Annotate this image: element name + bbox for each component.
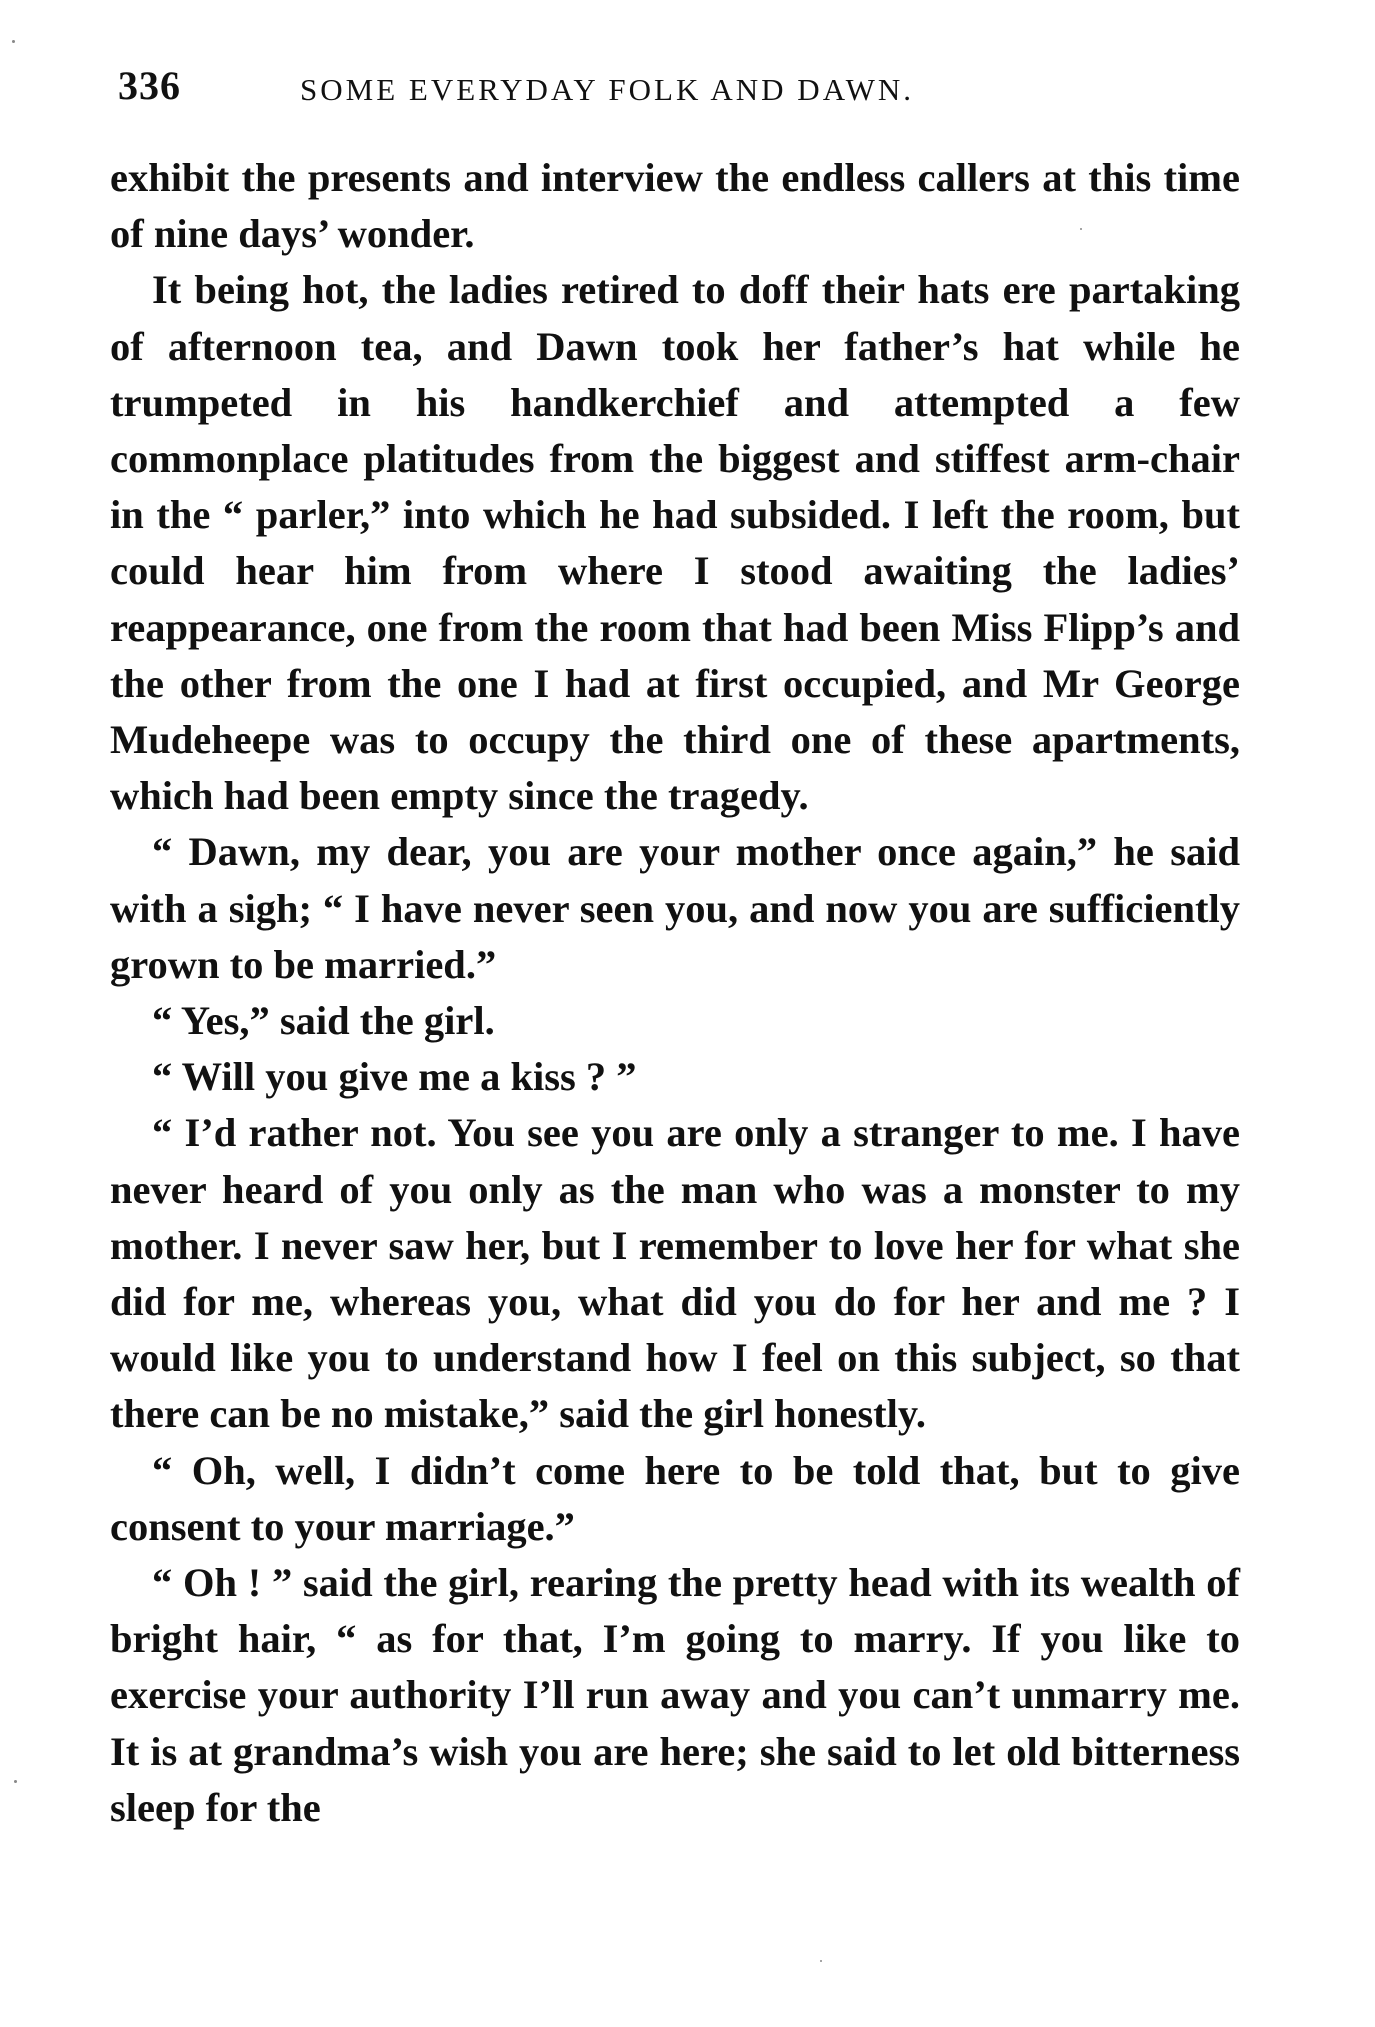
page-number: 336 bbox=[118, 63, 181, 108]
paragraph: “ Yes,” said the girl. bbox=[152, 998, 495, 1044]
paper-speck bbox=[820, 1960, 822, 1962]
paragraph: “ I’d rather not. You see you are only a stranger to me. I have never heard of you only as the man who was a monster to my mother. I never saw her, but I remember to love her for what she did for me, whereas you, what did you do for her and me ? I would like you to understand how I feel on this subject, so that there can be no mistake,” said the girl honestly. bbox=[110, 1110, 1240, 1437]
paragraph: “ Dawn, my dear, you are your mother once again,” he said with a sigh; “ I have never seen you, and now you are sufficiently grown to be married.” bbox=[110, 829, 1240, 987]
paper-speck bbox=[14, 1780, 17, 1783]
paper-speck bbox=[1080, 228, 1082, 230]
running-head: SOME EVERYDAY FOLK AND DAWN. bbox=[300, 72, 914, 107]
paragraph: “ Will you give me a kiss ? ” bbox=[152, 1054, 637, 1100]
paragraph: “ Oh ! ” said the girl, rearing the pretty head with its wealth of bright hair, “ as for that, I’m going to marry. If you like to exercise your authority I’ll run away and you can’t unmarry me. It is at grandma’s wish you are here; she said to let old bitterness sleep for the bbox=[110, 1560, 1240, 1830]
paragraph: It being hot, the ladies retired to doff their hats ere partaking of afternoon tea, and Dawn took her father’s hat while he trumpeted in his handkerchief and attempted a few commonplace platitudes from the biggest and stiffest arm-chair in the “ parler,” into which he had subsided. I left the room, but could hear him from where I stood awaiting the ladies’ reappearance, one from the room that had been Miss Flipp’s and the other from the one I had at first occupied, and Mr George Mudeheepe was to occupy the third one of these apartments, which had been empty since the tragedy. bbox=[110, 267, 1240, 819]
body-text bbox=[110, 150, 1240, 1836]
paper-speck bbox=[12, 40, 15, 43]
page-header bbox=[118, 58, 1238, 114]
paragraph: “ Oh, well, I didn’t come here to be told that, but to give consent to your marriage.” bbox=[110, 1447, 1240, 1549]
paragraph: exhibit the presents and interview the endless callers at this time of nine days’ wonder. bbox=[110, 155, 1240, 257]
